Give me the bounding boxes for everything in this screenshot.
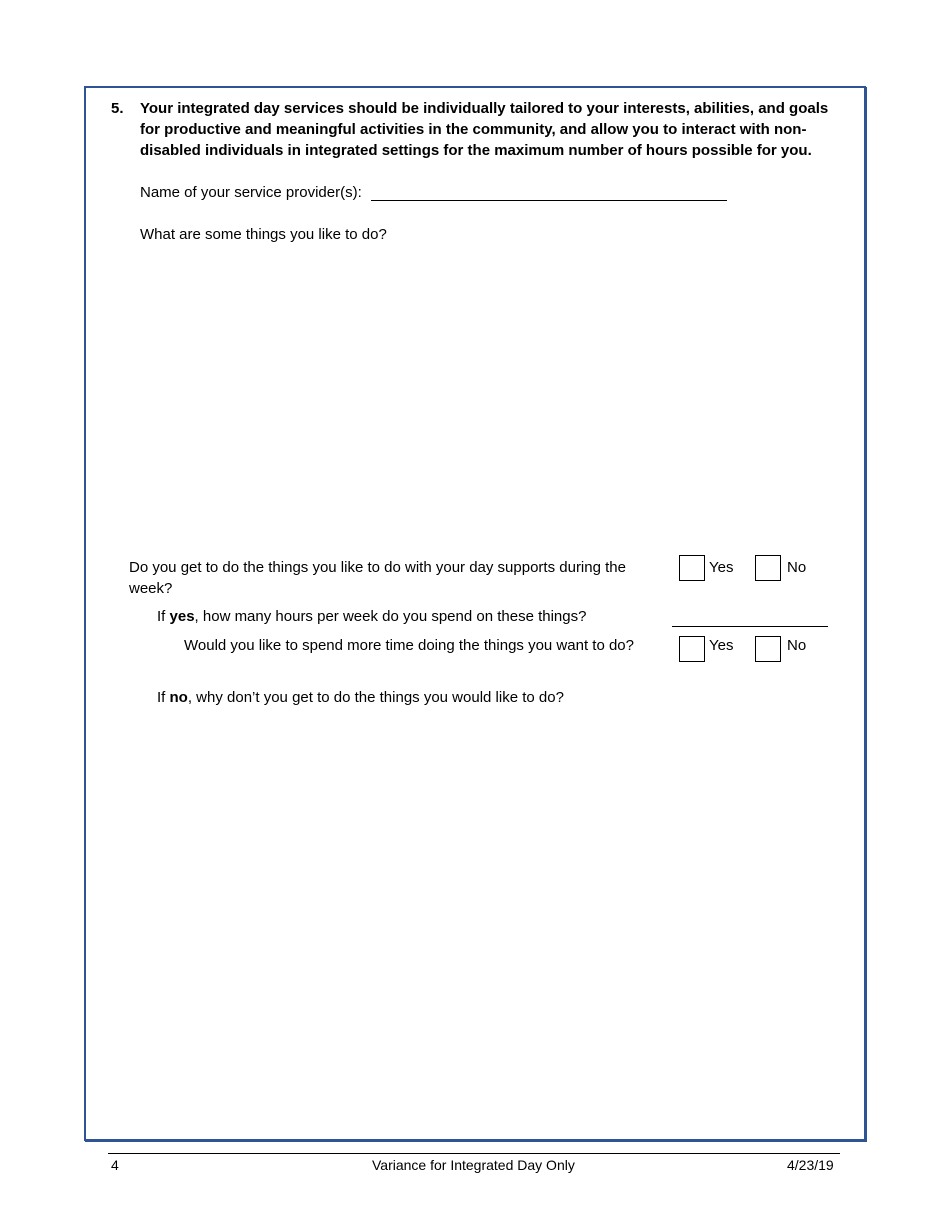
footer-title: Variance for Integrated Day Only <box>372 1157 575 1173</box>
supports-yes-label: Yes <box>709 559 734 576</box>
more-time-no-checkbox[interactable] <box>755 636 781 662</box>
supports-yes-checkbox[interactable] <box>679 555 705 581</box>
footer-rule <box>108 1153 840 1154</box>
supports-question-line1: Do you get to do the things you like to do with your day supports during the <box>129 559 626 576</box>
footer-page-number: 4 <box>111 1157 119 1173</box>
why-not-answer-area[interactable] <box>140 715 840 1125</box>
provider-label: Name of your service provider(s): <box>140 184 362 201</box>
more-time-question: Would you like to spend more time doing the things you want to do? <box>184 637 634 654</box>
provider-input-line[interactable] <box>371 200 727 201</box>
supports-no-checkbox[interactable] <box>755 555 781 581</box>
hours-question: If yes, how many hours per week do you spend on these things? <box>157 608 587 625</box>
hours-input-line[interactable] <box>672 626 828 627</box>
why-not-question: If no, why don’t you get to do the things you would like to do? <box>157 689 564 706</box>
supports-no-label: No <box>787 559 807 576</box>
more-time-yes-checkbox[interactable] <box>679 636 705 662</box>
question-text: Your integrated day services should be individually tailored to your interests, abilities, and goals for productive and meaningful activities in the community, and allow you to interact with non-disabled individuals in integrated settings for the maximum number of hours possible for you. <box>140 100 829 159</box>
question-number: 5. <box>111 100 124 117</box>
more-time-yes-label: Yes <box>709 637 734 654</box>
more-time-no-label: No <box>787 637 807 654</box>
footer-date: 4/23/19 <box>787 1157 834 1173</box>
likes-label: What are some things you like to do? <box>140 226 387 243</box>
supports-question-line2: week? <box>129 580 173 597</box>
likes-answer-area[interactable] <box>140 250 840 540</box>
